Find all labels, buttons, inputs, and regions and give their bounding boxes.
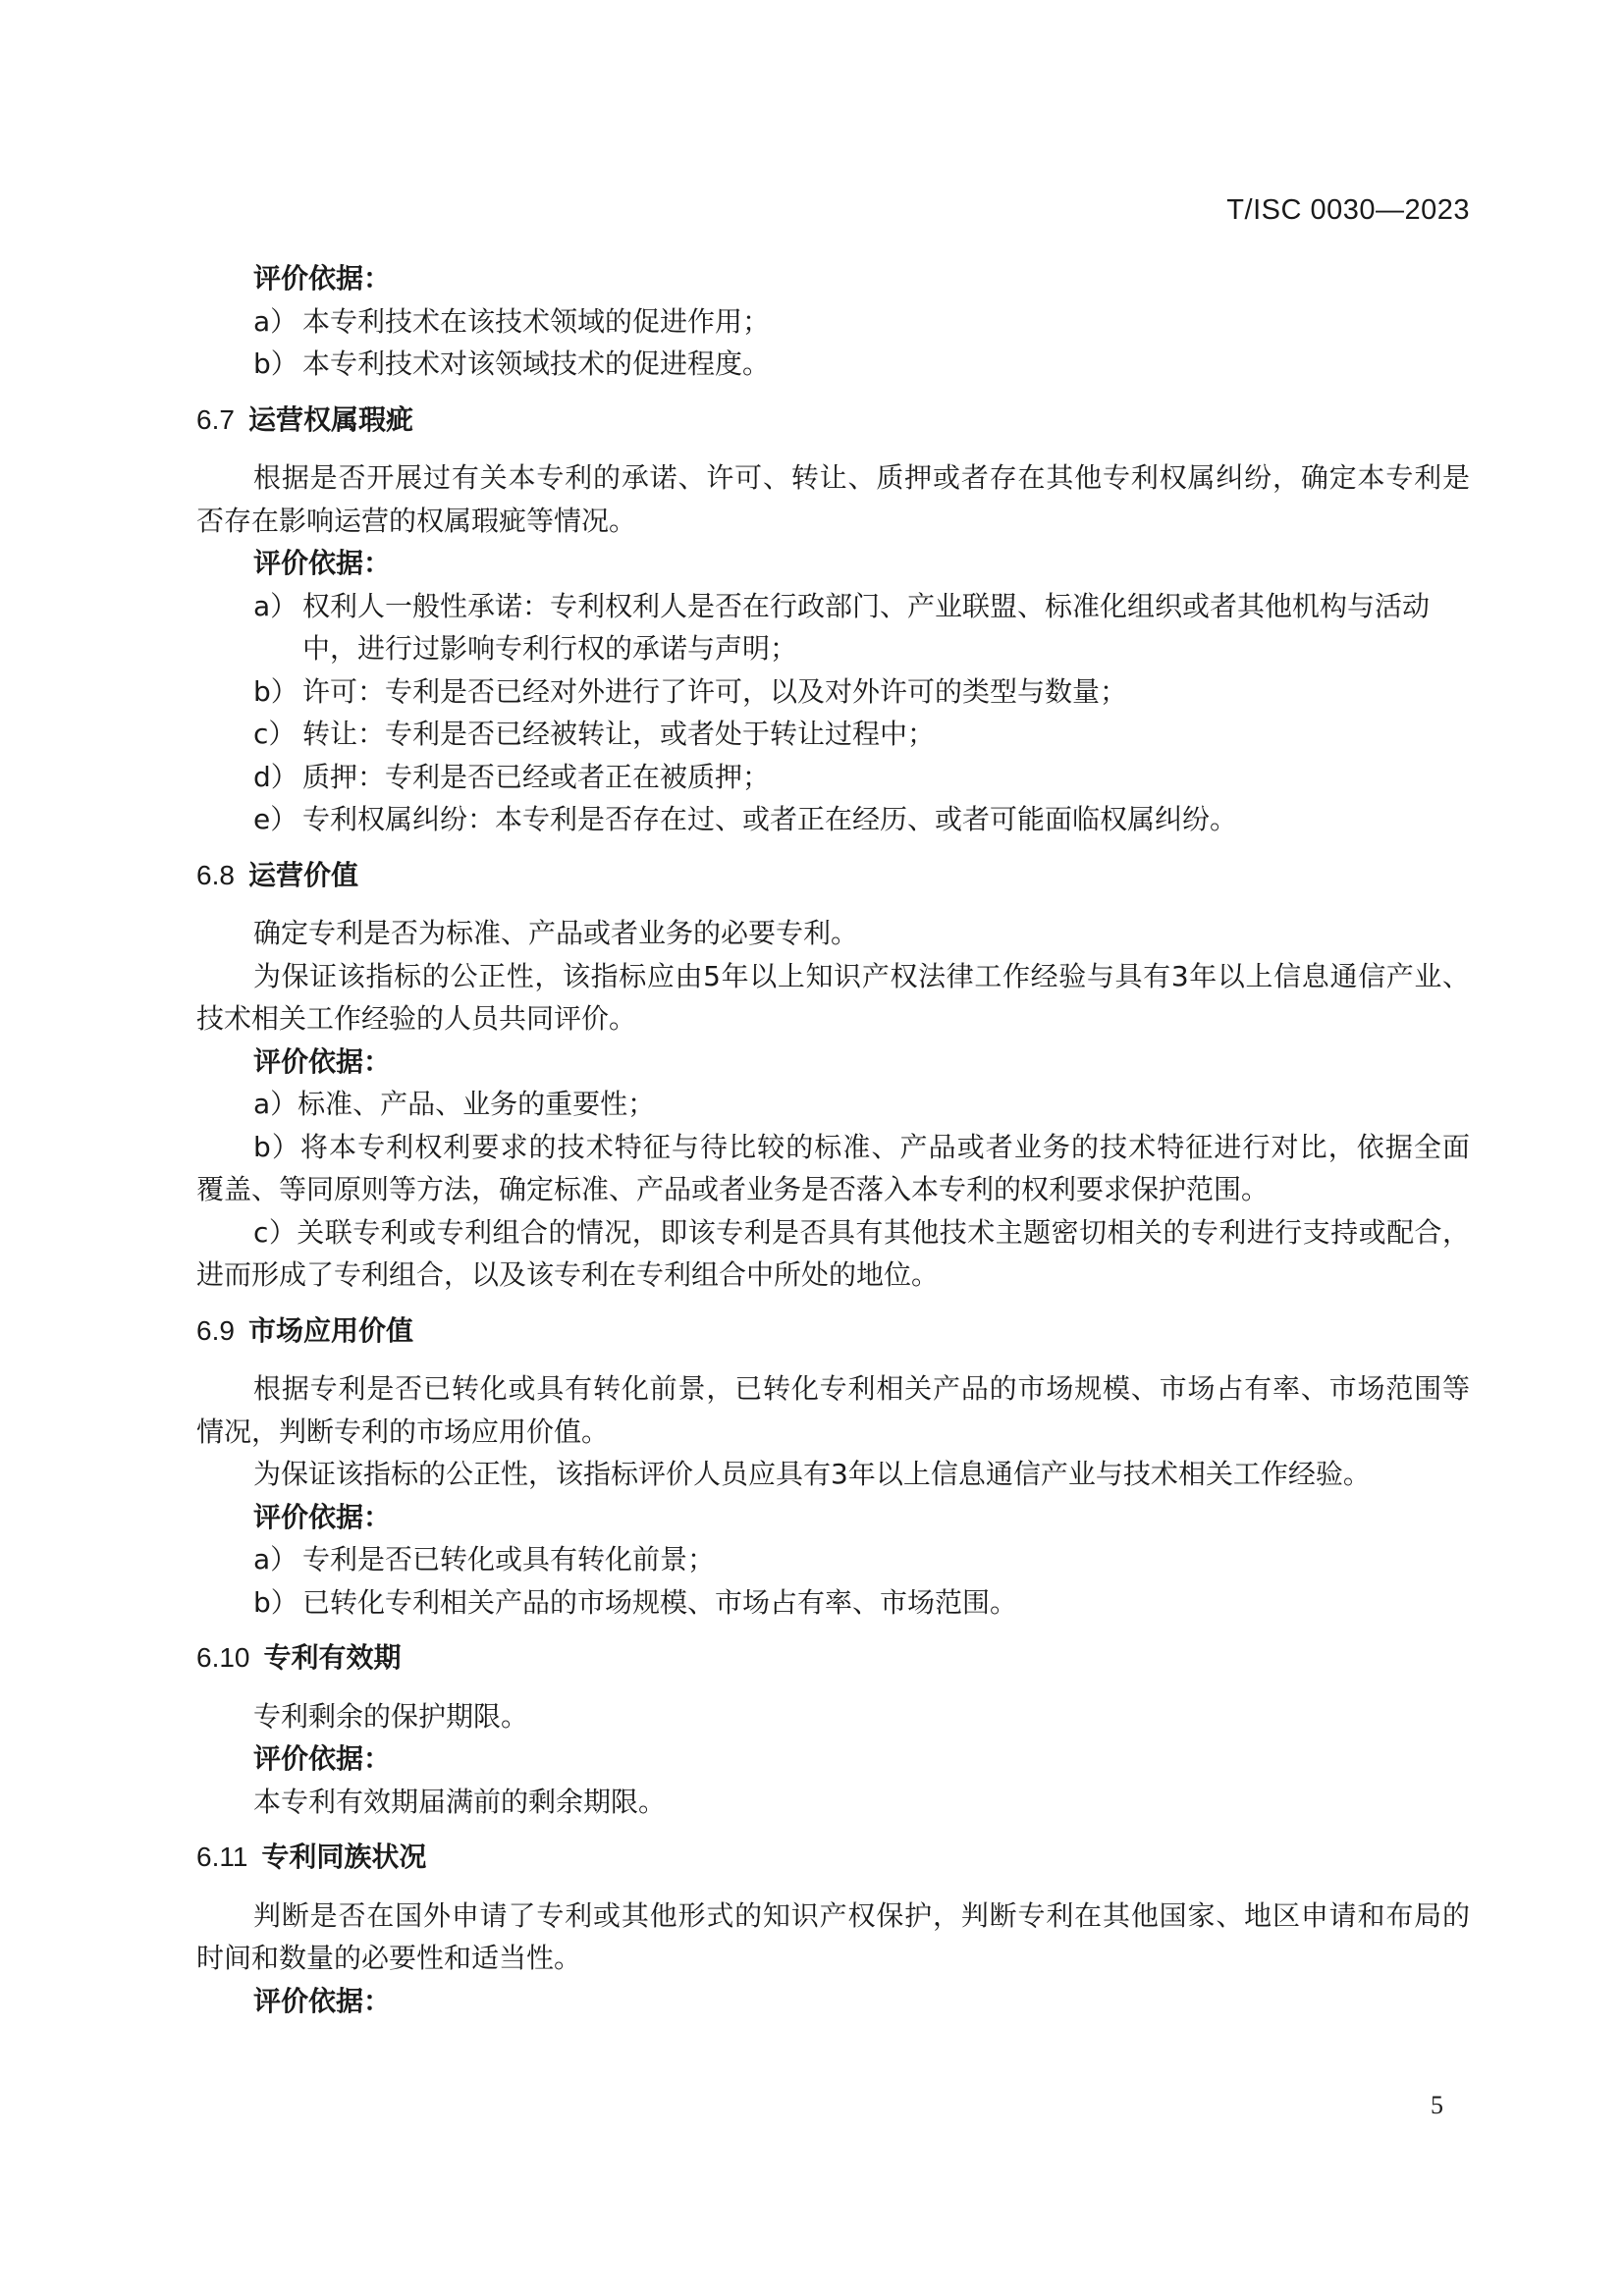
list-item: b） 本专利技术对该领域技术的促进程度。 — [253, 347, 771, 380]
paragraph: 为保证该指标的公正性，该指标应由5年以上知识产权法律工作经验与具有3年以上信息通信产业、 — [253, 959, 1470, 992]
list-item-continuation: 中，进行过影响专利行权的承诺与声明； — [302, 632, 798, 665]
basis-label: 评价依据： — [253, 262, 392, 294]
list-item: d） 质押：专利是否已经或者正在被质押； — [253, 760, 771, 793]
section-heading-6-11: 6.11 专利同族状况 — [196, 1841, 427, 1873]
list-item: a）标准、产品、业务的重要性； — [253, 1088, 656, 1120]
section-heading-6-7: 6.7 运营权属瑕疵 — [196, 402, 413, 436]
paragraph: 专利剩余的保护期限。 — [253, 1699, 529, 1733]
document-body — [196, 257, 1470, 2022]
list-item: a） 本专利技术在该技术领域的促进作用； — [253, 304, 771, 338]
paragraph: 确定专利是否为标准、产品或者业务的必要专利。 — [253, 917, 859, 949]
paragraph-continuation: 否存在影响运营的权属瑕疵等情况。 — [196, 504, 637, 537]
list-item: b） 已转化专利相关产品的市场规模、市场占有率、市场范围。 — [253, 1585, 1018, 1619]
basis-label: 评价依据： — [253, 1500, 392, 1533]
paragraph: 判断是否在国外申请了专利或其他形式的知识产权保护，判断专利在其他国家、地区申请和布局的 — [253, 1898, 1470, 1932]
standard-id: T/ISC 0030—2023 — [1226, 194, 1470, 226]
page-number: 5 — [1431, 2091, 1443, 2119]
paragraph-continuation: 情况，判断专利的市场应用价值。 — [196, 1415, 610, 1448]
list-item: a） 专利是否已转化或具有转化前景； — [253, 1543, 716, 1575]
section-heading-6-10: 6.10 专利有效期 — [196, 1641, 402, 1674]
list-item: e） 专利权属纠纷：本专利是否存在过、或者正在经历、或者可能面临权属纠纷。 — [253, 803, 1238, 835]
paragraph: 本专利有效期届满前的剩余期限。 — [253, 1785, 667, 1818]
basis-label: 评价依据： — [253, 547, 392, 579]
list-item: c）关联专利或专利组合的情况，即该专利是否具有其他技术主题密切相关的专利进行支持或配合， — [253, 1215, 1470, 1249]
list-item: c） 转让：专利是否已经被转让，或者处于转让过程中； — [253, 718, 936, 750]
basis-label: 评价依据： — [253, 1044, 392, 1078]
section-heading-6-8: 6.8 运营价值 — [196, 858, 358, 891]
list-item-continuation: 覆盖、等同原则等方法，确定标准、产品或者业务是否落入本专利的权利要求保护范围。 — [196, 1173, 1270, 1205]
list-item: b） 许可：专利是否已经对外进行了许可，以及对外许可的类型与数量； — [253, 674, 1128, 708]
paragraph-continuation: 技术相关工作经验的人员共同评价。 — [196, 1002, 637, 1035]
basis-label: 评价依据： — [253, 1984, 392, 2017]
paragraph: 根据专利是否已转化或具有转化前景，已转化专利相关产品的市场规模、市场占有率、市场范围等 — [253, 1372, 1470, 1405]
section-heading-6-9: 6.9 市场应用价值 — [196, 1313, 413, 1347]
paragraph: 为保证该指标的公正性，该指标评价人员应具有3年以上信息通信产业与技术相关工作经验。 — [253, 1458, 1371, 1490]
paragraph: 根据是否开展过有关本专利的承诺、许可、转让、质押或者存在其他专利权属纠纷，确定本专利是 — [253, 461, 1470, 494]
paragraph-continuation: 时间和数量的必要性和适当性。 — [196, 1942, 582, 1974]
basis-label: 评价依据： — [253, 1742, 392, 1775]
list-item-continuation: 进而形成了专利组合，以及该专利在专利组合中所处的地位。 — [196, 1258, 940, 1291]
list-item: b）将本专利权利要求的技术特征与待比较的标准、产品或者业务的技术特征进行对比，依据全面 — [253, 1130, 1470, 1163]
list-item: a） 权利人一般性承诺：专利权利人是否在行政部门、产业联盟、标准化组织或者其他机构与活动 — [253, 589, 1431, 622]
